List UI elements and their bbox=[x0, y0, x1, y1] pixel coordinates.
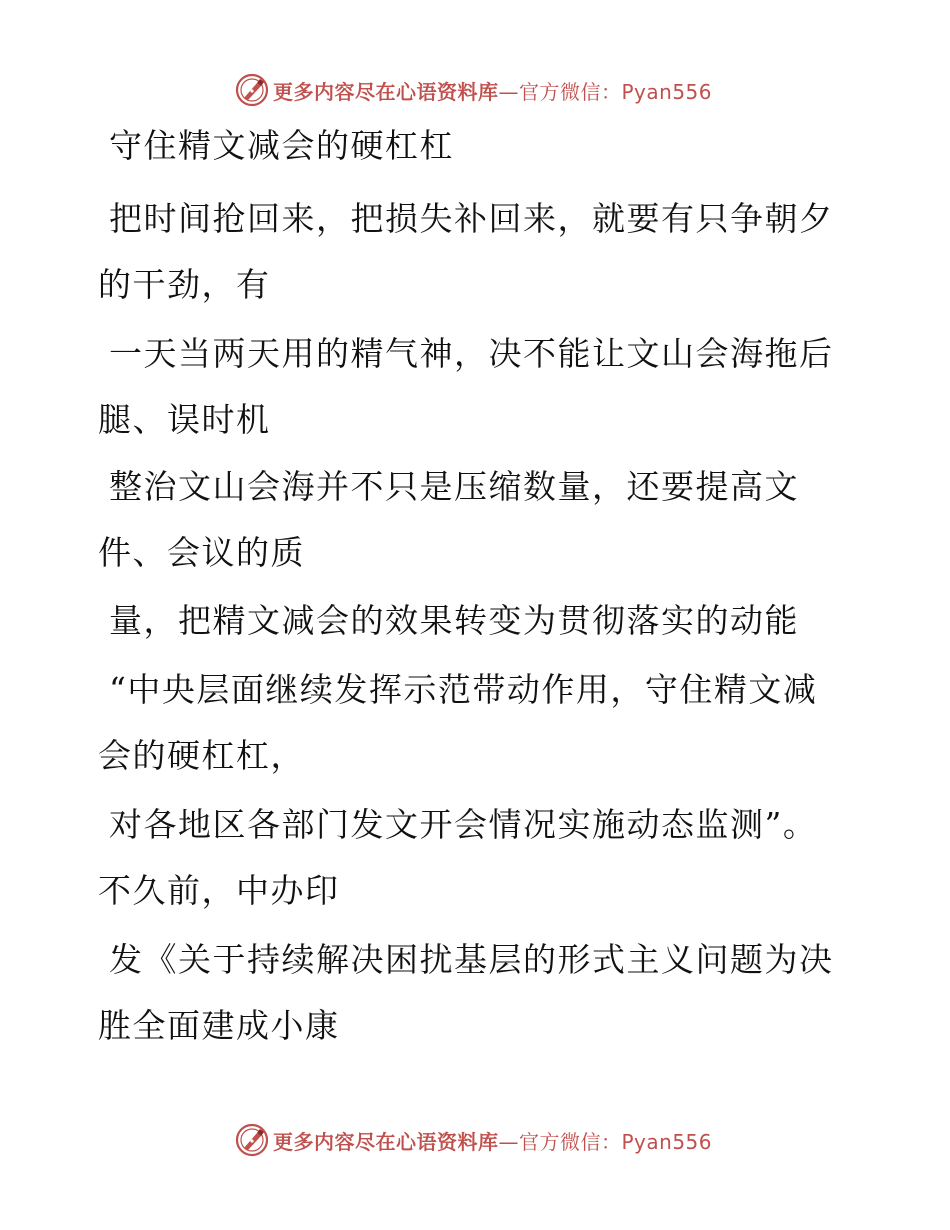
paragraph: 量，把精文减会的效果转变为贯彻落实的动能 bbox=[109, 601, 799, 640]
paragraph: 把时间抢回来，把损失补回来，就要有只争朝夕的干劲，有 bbox=[98, 199, 834, 304]
watermark-text: 更多内容尽在心语资料库—官方微信：Pyan556 bbox=[273, 79, 713, 104]
paragraph: 整治文山会海并不只是压缩数量，还要提高文件、会议的质 bbox=[98, 467, 799, 572]
watermark-text: 更多内容尽在心语资料库—官方微信：Pyan556 bbox=[273, 1129, 713, 1154]
paragraph: “中央层面继续发挥示范带动作用，守住精文减会的硬杠杠， bbox=[98, 670, 818, 775]
paragraph: 一天当两天用的精气神，决不能让文山会海拖后腿、误时机 bbox=[98, 334, 834, 439]
document-title: 守住精文减会的硬杠杠 bbox=[109, 126, 454, 165]
pen-nib-logo-icon bbox=[235, 1123, 269, 1157]
paragraph: 对各地区各部门发文开会情况实施动态监测”。不久前，中办印 bbox=[98, 805, 818, 910]
paragraph: 发《关于持续解决困扰基层的形式主义问题为决胜全面建成小康 bbox=[98, 940, 834, 1045]
footer-watermark bbox=[235, 1122, 712, 1158]
